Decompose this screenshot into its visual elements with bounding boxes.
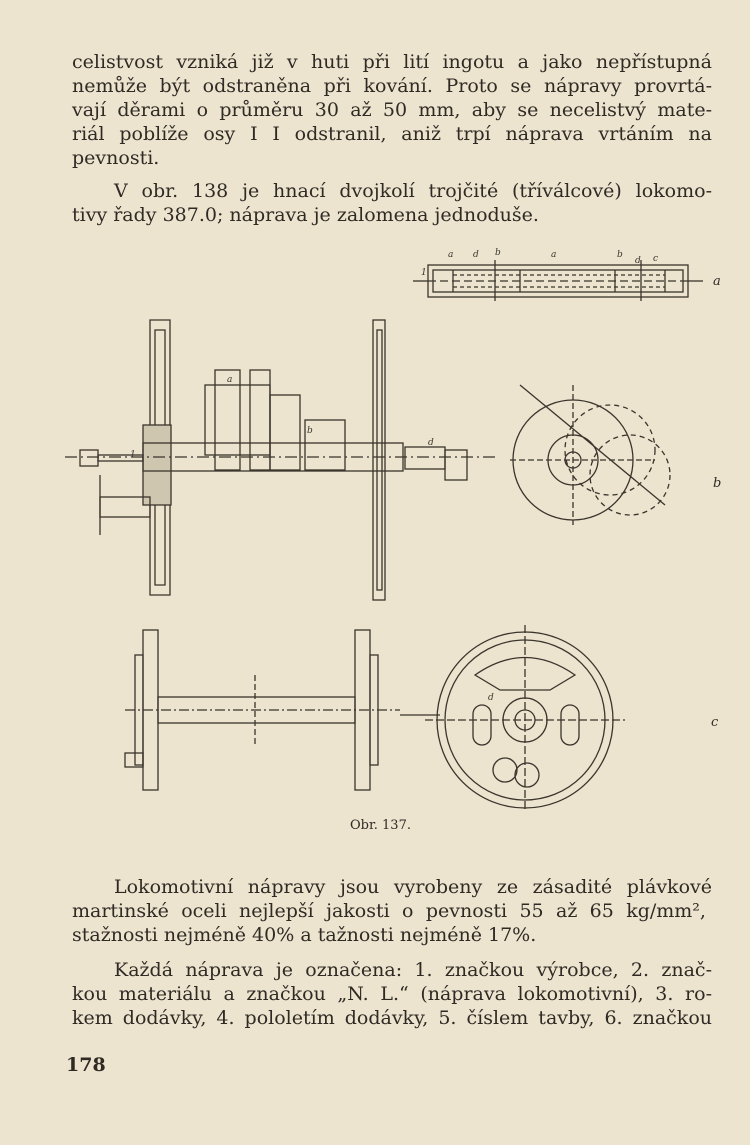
part-label-1: 1 bbox=[421, 268, 427, 278]
part-label-d: d bbox=[428, 438, 434, 448]
text-line: tivy řady 387.0; náprava je zalomena jednoduše. bbox=[72, 204, 539, 226]
text-line: Každá náprava je označena: 1. značkou výrobce, 2. znač- bbox=[114, 959, 712, 981]
part-label-b: b bbox=[617, 250, 623, 260]
part-label-a: a bbox=[551, 250, 557, 260]
part-label-c: c bbox=[653, 254, 659, 264]
part-label-a: a bbox=[448, 250, 454, 260]
text-line: kou materiálu a značkou „N. L.“ (náprava lokomotivní), 3. ro- bbox=[72, 983, 712, 1005]
text-line: martinské oceli nejlepší jakosti o pevnosti 55 až 65 kg/mm², bbox=[72, 900, 712, 922]
axle-drawing-a bbox=[413, 260, 703, 301]
part-label-b: b bbox=[495, 248, 501, 258]
part-label-d: d bbox=[473, 250, 479, 260]
page-number: 178 bbox=[66, 1054, 106, 1076]
text-line: vají děrami o průměru 30 až 50 mm, aby se necelistvý mate- bbox=[72, 99, 712, 121]
part-label-d: d bbox=[635, 256, 641, 266]
text-line: V obr. 138 je hnací dvojkolí trojčité (tříválcové) lokomo- bbox=[114, 180, 712, 202]
figure-label-b: b bbox=[713, 476, 722, 491]
paragraph-3 bbox=[72, 875, 712, 947]
wheel-end-view-b bbox=[510, 385, 670, 525]
text-line: Lokomotivní nápravy jsou vyrobeny ze zásadité plávkové bbox=[114, 876, 712, 898]
text-line: riál poblíže osy I I odstranil, aniž trpí náprava vrtáním na bbox=[72, 123, 712, 145]
text-line: stažnosti nejméně 40% a tažnosti nejméně 17%. bbox=[72, 924, 537, 946]
axle-drawing-c bbox=[125, 630, 400, 790]
part-label-b: b bbox=[307, 426, 313, 436]
paragraph-4 bbox=[72, 958, 712, 1030]
crank-axle-drawing-b bbox=[65, 320, 495, 600]
part-label-d: d bbox=[488, 693, 494, 703]
wheel-end-view-c bbox=[400, 625, 625, 810]
figure-label-c: c bbox=[711, 715, 719, 730]
technical-drawing bbox=[55, 235, 705, 815]
text-line: celistvost vzniká již v huti při lití ingotu a jako nepřístupná bbox=[72, 51, 712, 73]
figure-label-a: a bbox=[713, 274, 721, 289]
text-line: pevnosti. bbox=[72, 147, 160, 169]
paragraph-1 bbox=[72, 50, 712, 170]
part-label-1: 1 bbox=[130, 450, 136, 460]
text-line: kem dodávky, 4. pololetím dodávky, 5. číslem tavby, 6. značkou bbox=[72, 1007, 712, 1029]
figure-caption: Obr. 137. bbox=[350, 818, 411, 833]
text-line: nemůže být odstraněna při kování. Proto se nápravy provrtá- bbox=[72, 75, 712, 97]
part-label-a: a bbox=[227, 375, 233, 385]
paragraph-2 bbox=[72, 179, 712, 227]
